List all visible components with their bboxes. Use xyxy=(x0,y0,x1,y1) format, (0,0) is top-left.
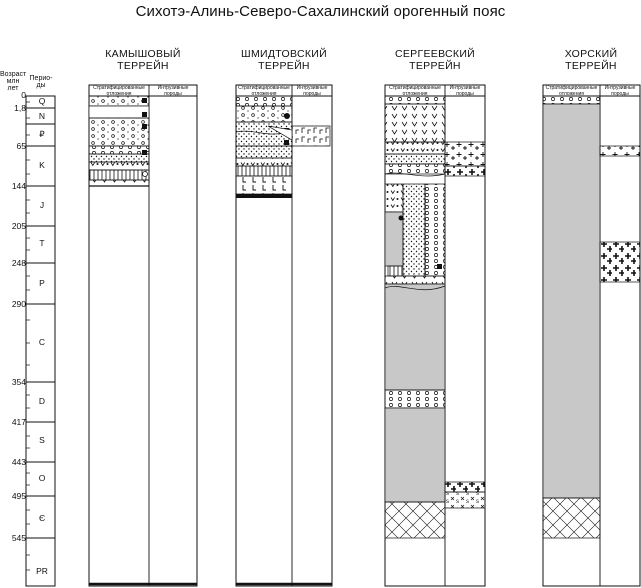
period-label: N xyxy=(38,111,46,121)
stratified-header: Стратифицированные отложения xyxy=(545,85,598,97)
layer-cretaceous-2 xyxy=(236,158,292,166)
stratified-header: Стратифицированные отложения xyxy=(93,85,145,97)
terrane-column-sergeevsky xyxy=(385,85,485,586)
stratified-header: Стратифицированные отложения xyxy=(389,85,441,97)
terrane-title: ХОРСКИЙ ТЕРРЕЙН xyxy=(564,48,618,72)
layer-cretaceous-5 xyxy=(89,180,149,186)
marker-square xyxy=(142,124,147,129)
age-header: Возраст млн лет xyxy=(0,71,27,92)
marker-circle xyxy=(284,113,290,119)
layer-jurassic-b xyxy=(403,184,425,276)
layer-jurassic-a xyxy=(385,184,403,212)
period-label: S xyxy=(39,435,45,445)
age-tick-label: 354 xyxy=(11,377,26,387)
age-scale-minor-ticks xyxy=(26,102,30,570)
intrusive-header: Интрузивные породы xyxy=(449,85,481,97)
layer-cretaceous-4 xyxy=(89,170,149,180)
layer-quaternary xyxy=(543,96,600,104)
layer-jurassic xyxy=(236,176,292,194)
layer-cretaceous-1 xyxy=(385,164,445,174)
layer-paleogene-1 xyxy=(385,142,445,154)
period-label: ₽ xyxy=(39,129,45,139)
layer-neogene xyxy=(236,106,292,122)
age-tick-label: 144 xyxy=(11,181,26,191)
marker-square xyxy=(284,140,289,145)
layer-neogene-volcanics xyxy=(385,104,445,142)
intrusion-granite-1 xyxy=(600,146,640,156)
marker-square xyxy=(142,98,147,103)
terrane-title: ШМИДТОВСКИЙ ТЕРРЕЙН xyxy=(241,48,327,72)
age-tick-label: 65 xyxy=(16,141,26,151)
intrusion-granite-2 xyxy=(600,242,640,282)
age-tick-label: 1,8 xyxy=(14,103,26,113)
layer-paleozoic-mesozoic-shaded xyxy=(543,104,600,498)
layer-quaternary xyxy=(236,96,292,106)
age-tick-label: 290 xyxy=(11,299,26,309)
marker-circle xyxy=(399,216,404,221)
period-label: D xyxy=(38,396,46,406)
layer-devonian xyxy=(385,390,445,408)
intrusion-mixed xyxy=(445,492,485,508)
layer-cretaceous-1 xyxy=(236,146,292,158)
layer-quaternary xyxy=(89,96,149,106)
intrusive-header: Интрузивные породы xyxy=(296,85,328,97)
layer-cambrian-crystalline xyxy=(385,502,445,538)
period-label: Q xyxy=(38,96,46,106)
layer-crystalline-basement xyxy=(543,498,600,538)
terrane-title: КАМЫШОВЫЙ ТЕРРЕЙН xyxy=(105,48,181,72)
marker-square xyxy=(437,264,442,269)
diagram-title: Сихотэ-Алинь-Северо-Сахалинский орогенный пояс xyxy=(135,3,506,20)
age-tick-label: 545 xyxy=(11,533,26,543)
age-tick-label: 443 xyxy=(11,457,26,467)
layer-silurian-ordovician-shaded xyxy=(385,408,445,502)
layer-cretaceous-3 xyxy=(236,166,292,176)
layer-permian-v xyxy=(385,276,445,284)
period-label: Є xyxy=(38,513,46,523)
layer-base-black xyxy=(236,194,292,198)
intrusion-gamma xyxy=(292,126,330,146)
terrane-column-khorsky xyxy=(543,85,640,586)
period-header: Перио- ды xyxy=(29,75,53,89)
period-label: J xyxy=(39,200,45,210)
marker-square xyxy=(142,112,147,117)
intrusion-granite-3 xyxy=(445,482,485,492)
terrane-column-shmidtovsky xyxy=(236,85,332,586)
layer-jurassic-c xyxy=(425,184,445,276)
age-tick-label: 417 xyxy=(11,417,26,427)
period-label: T xyxy=(39,238,45,248)
age-tick-label: 495 xyxy=(11,491,26,501)
period-label: C xyxy=(38,337,46,347)
marker-circle xyxy=(143,172,148,177)
intrusive-header: Интрузивные породы xyxy=(604,85,636,97)
layer-paleogene xyxy=(89,118,149,146)
intrusion-granite-1 xyxy=(445,142,485,166)
marker-square xyxy=(142,150,147,155)
period-label: K xyxy=(39,160,45,170)
period-label: P xyxy=(39,278,45,288)
layer-neogene xyxy=(89,106,149,118)
layer-carboniferous-shaded xyxy=(385,284,445,390)
stratified-header: Стратифицированные отложения xyxy=(238,85,290,97)
age-tick-label: 0 xyxy=(21,90,26,100)
layer-paleogene-2 xyxy=(385,154,445,164)
layer-cretaceous-1 xyxy=(89,146,149,154)
age-tick-label: 248 xyxy=(11,258,26,268)
layer-cretaceous-3 xyxy=(89,162,149,170)
period-label: PR xyxy=(36,566,48,576)
intrusive-header: Интрузивные породы xyxy=(157,85,189,97)
period-label: O xyxy=(38,473,46,483)
layer-cretaceous-2 xyxy=(89,154,149,162)
terrane-column-kamyshovy xyxy=(89,85,197,586)
layer-permian-lens xyxy=(388,266,402,276)
age-tick-label: 205 xyxy=(11,221,26,231)
layer-quaternary xyxy=(385,96,445,104)
terrane-title: СЕРГЕЕВСКИЙ ТЕРРЕЙН xyxy=(394,48,476,72)
intrusion-granite-2 xyxy=(445,166,485,176)
